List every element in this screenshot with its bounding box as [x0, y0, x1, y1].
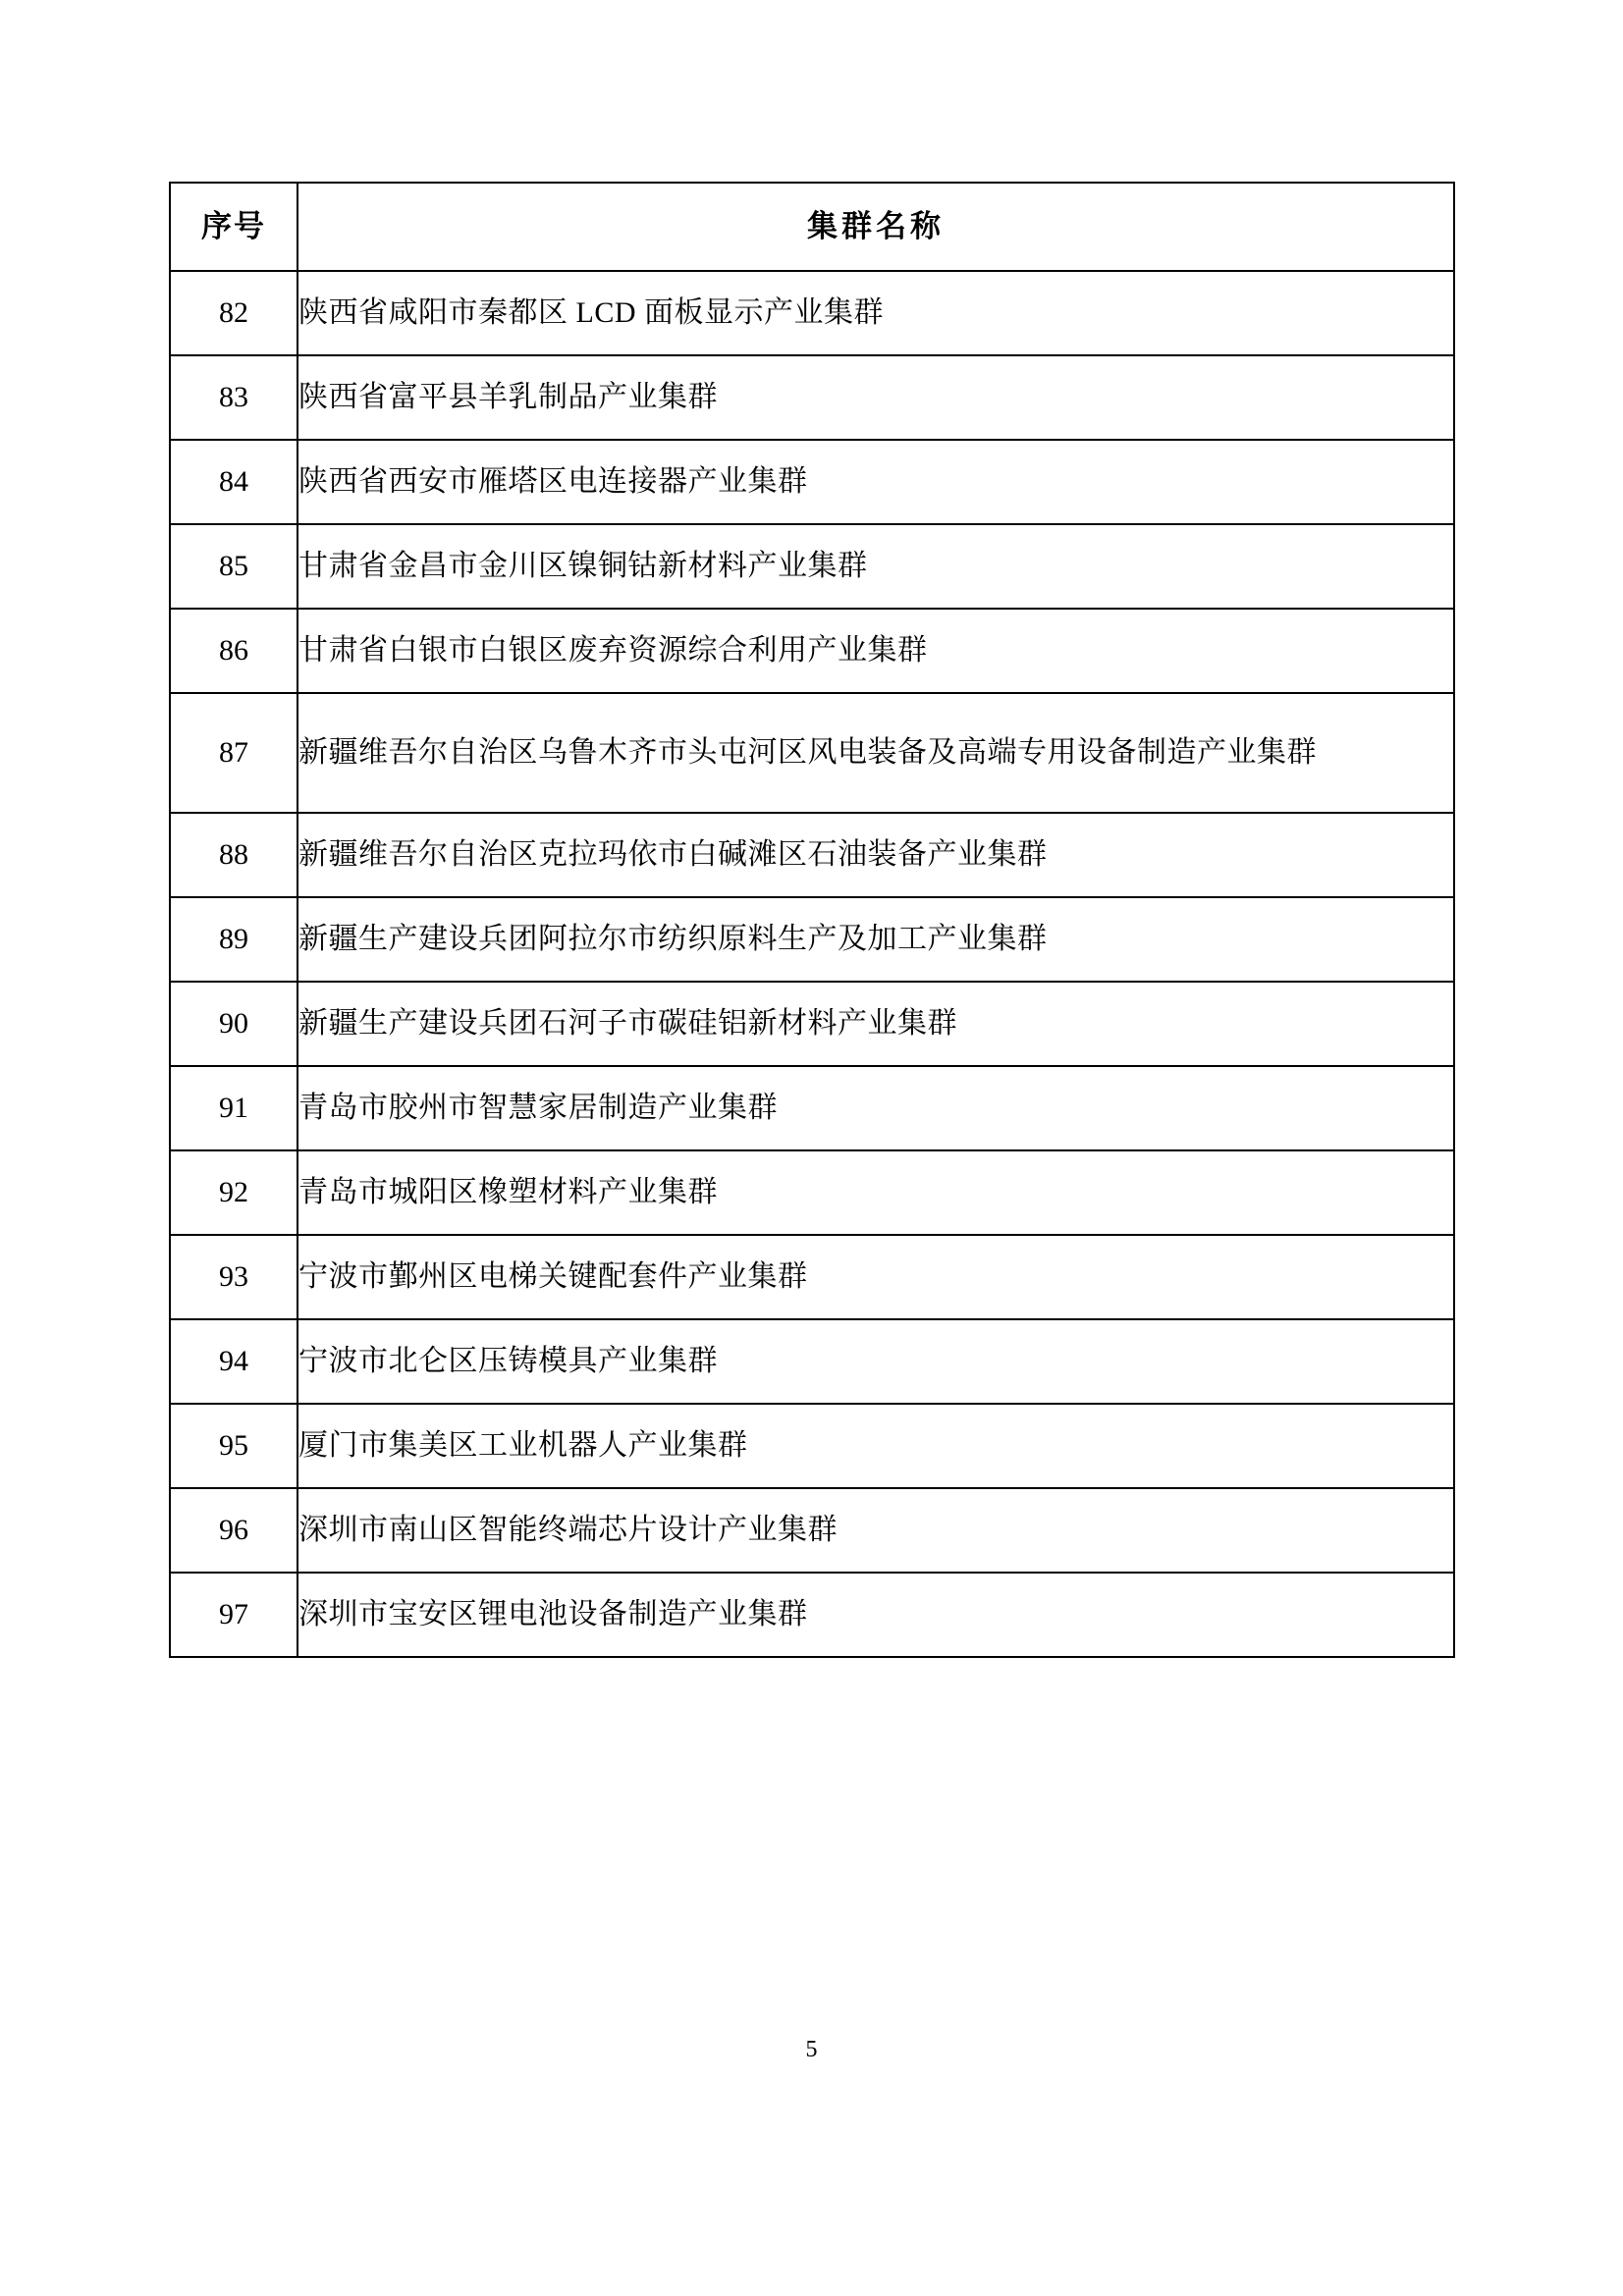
- table-body: [170, 271, 1454, 1657]
- table-row: [170, 1319, 1454, 1404]
- row-name: 新疆维吾尔自治区克拉玛依市白碱滩区石油装备产业集群: [298, 813, 1454, 897]
- cluster-table: [169, 182, 1455, 1658]
- row-name: 陕西省富平县羊乳制品产业集群: [298, 355, 1454, 440]
- column-header-no: 序号: [170, 183, 298, 271]
- row-name: 新疆生产建设兵团石河子市碳硅铝新材料产业集群: [298, 982, 1454, 1066]
- row-name: 宁波市鄞州区电梯关键配套件产业集群: [298, 1235, 1454, 1319]
- row-no: 96: [170, 1488, 298, 1573]
- row-name: 新疆维吾尔自治区乌鲁木齐市头屯河区风电装备及高端专用设备制造产业集群: [298, 693, 1454, 813]
- row-no: 90: [170, 982, 298, 1066]
- table-row: [170, 1488, 1454, 1573]
- table-row: [170, 440, 1454, 524]
- cluster-table-container: [169, 182, 1455, 1658]
- row-no: 84: [170, 440, 298, 524]
- table-row: [170, 524, 1454, 609]
- table-row: [170, 1150, 1454, 1235]
- column-header-name: 集群名称: [298, 183, 1454, 271]
- table-row: [170, 1235, 1454, 1319]
- row-name: 甘肃省金昌市金川区镍铜钴新材料产业集群: [298, 524, 1454, 609]
- row-name: 深圳市南山区智能终端芯片设计产业集群: [298, 1488, 1454, 1573]
- row-no: 89: [170, 897, 298, 982]
- row-no: 82: [170, 271, 298, 355]
- table-row: [170, 813, 1454, 897]
- row-name: 青岛市城阳区橡塑材料产业集群: [298, 1150, 1454, 1235]
- row-name: 甘肃省白银市白银区废弃资源综合利用产业集群: [298, 609, 1454, 693]
- table-row: [170, 693, 1454, 813]
- row-no: 87: [170, 693, 298, 813]
- row-name: 厦门市集美区工业机器人产业集群: [298, 1404, 1454, 1488]
- table-row: [170, 609, 1454, 693]
- row-name: 陕西省西安市雁塔区电连接器产业集群: [298, 440, 1454, 524]
- row-no: 88: [170, 813, 298, 897]
- row-name: 深圳市宝安区锂电池设备制造产业集群: [298, 1573, 1454, 1657]
- row-no: 92: [170, 1150, 298, 1235]
- table-row: [170, 1573, 1454, 1657]
- row-no: 94: [170, 1319, 298, 1404]
- row-no: 91: [170, 1066, 298, 1150]
- table-header-row: [170, 183, 1454, 271]
- row-name: 陕西省咸阳市秦都区 LCD 面板显示产业集群: [298, 271, 1454, 355]
- row-name: 青岛市胶州市智慧家居制造产业集群: [298, 1066, 1454, 1150]
- row-name: 宁波市北仑区压铸模具产业集群: [298, 1319, 1454, 1404]
- table-row: [170, 355, 1454, 440]
- row-no: 93: [170, 1235, 298, 1319]
- table-row: [170, 982, 1454, 1066]
- page-number: 5: [805, 2037, 818, 2062]
- table-row: [170, 897, 1454, 982]
- row-no: 85: [170, 524, 298, 609]
- row-no: 83: [170, 355, 298, 440]
- row-name: 新疆生产建设兵团阿拉尔市纺织原料生产及加工产业集群: [298, 897, 1454, 982]
- table-row: [170, 1066, 1454, 1150]
- row-no: 95: [170, 1404, 298, 1488]
- row-no: 97: [170, 1573, 298, 1657]
- row-no: 86: [170, 609, 298, 693]
- table-row: [170, 1404, 1454, 1488]
- table-row: [170, 271, 1454, 355]
